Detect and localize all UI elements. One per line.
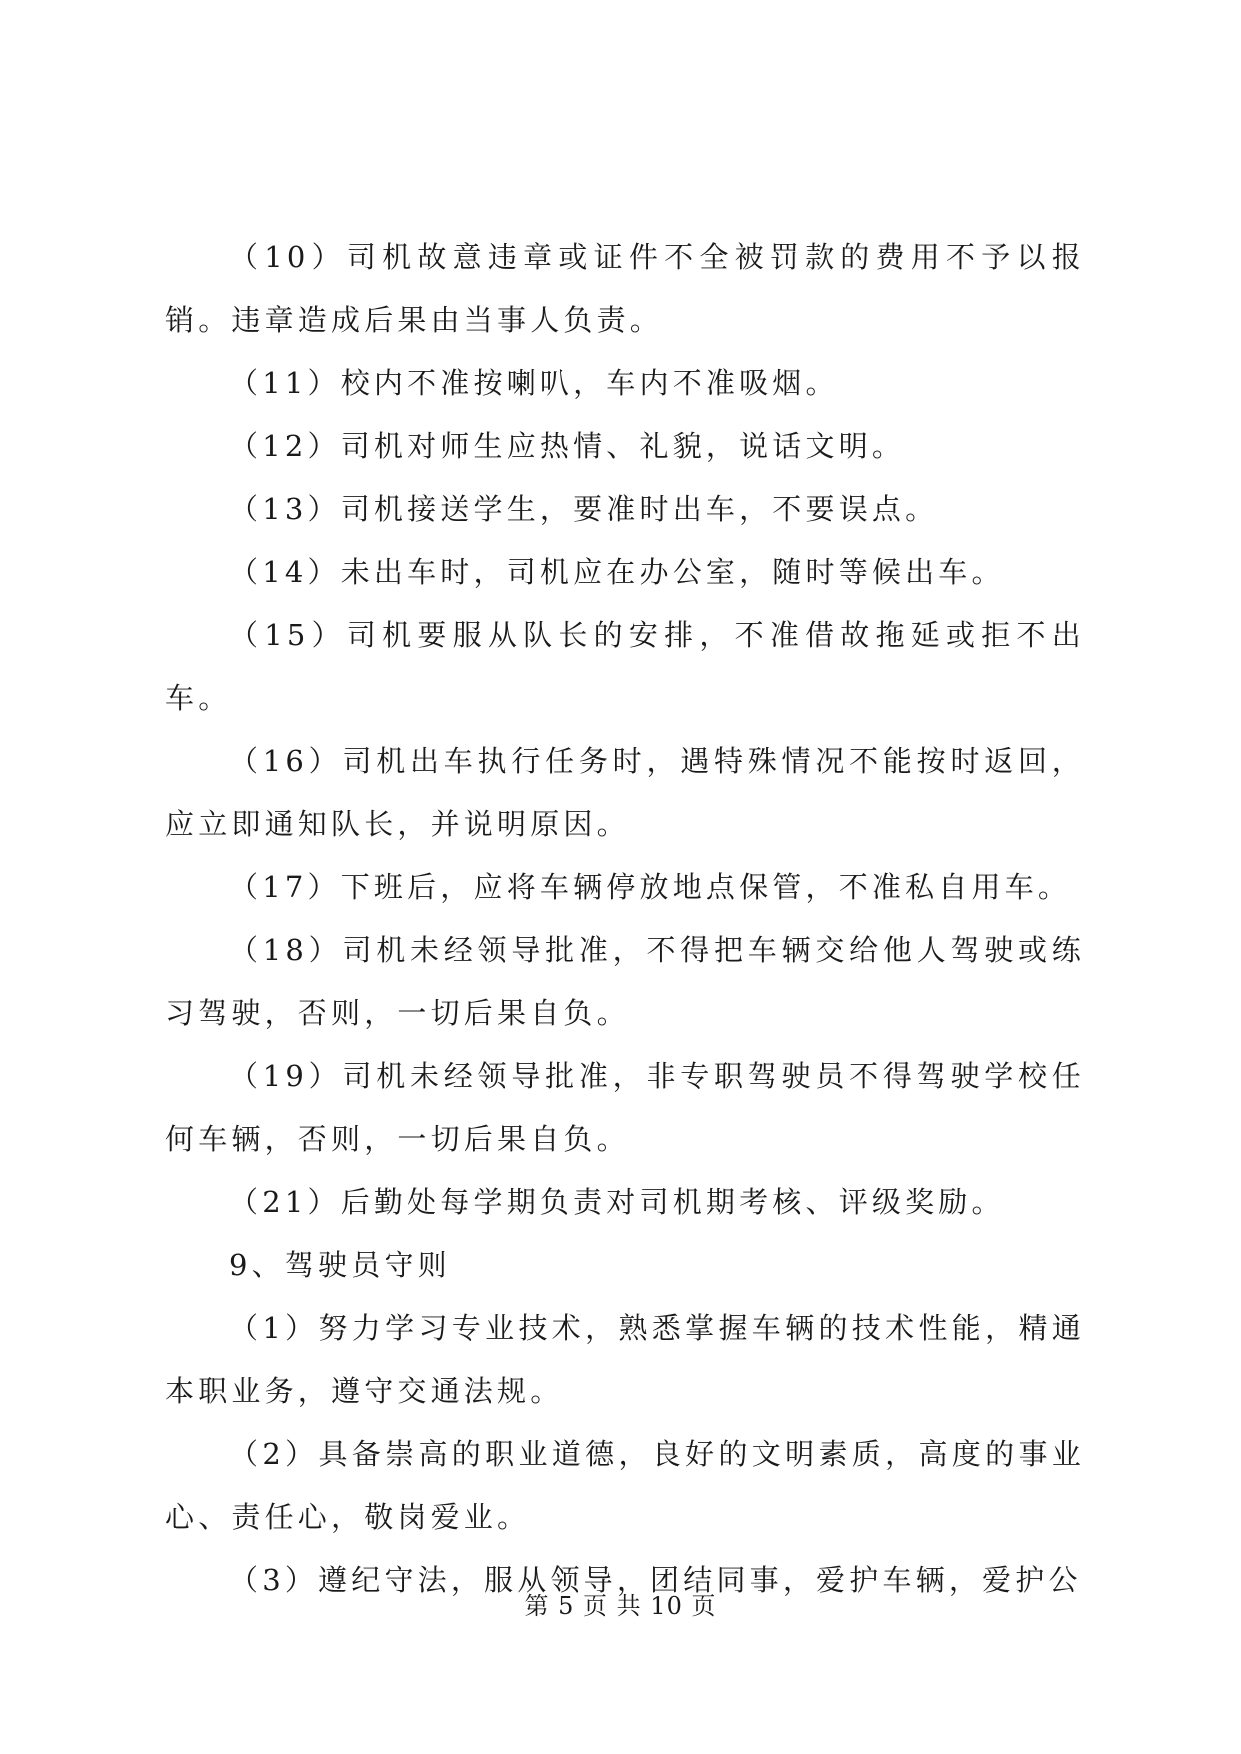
- paragraph-rule-10: （10）司机故意违章或证件不全被罚款的费用不予以报销。违章造成后果由当事人负责。: [165, 240, 1085, 337]
- paragraph-rule-14: （14）未出车时，司机应在办公室，随时等候出车。: [229, 555, 1005, 589]
- paragraph-rule-12: （12）司机对师生应热情、礼貌，说话文明。: [229, 429, 906, 463]
- paragraph-rule-19: （19）司机未经领导批准，非专职驾驶员不得驾驶学校任何车辆，否则，一切后果自负。: [165, 1059, 1085, 1156]
- document-body: [165, 226, 1085, 1612]
- paragraph-rule-11: （11）校内不准按喇叭，车内不准吸烟。: [229, 366, 839, 400]
- paragraph-rule-16: （16）司机出车执行任务时，遇特殊情况不能按时返回，应立即通知队长，并说明原因。: [165, 744, 1085, 841]
- paragraph-rule-15: （15）司机要服从队长的安排，不准借故拖延或拒不出车。: [165, 618, 1085, 715]
- paragraph-driver-rule-2: （2）具备崇高的职业道德，良好的文明素质，高度的事业心、责任心，敬岗爱业。: [165, 1437, 1085, 1534]
- paragraph-driver-rule-1: （1）努力学习专业技术，熟悉掌握车辆的技术性能，精通本职业务，遵守交通法规。: [165, 1311, 1085, 1408]
- paragraph-rule-18: （18）司机未经领导批准，不得把车辆交给他人驾驶或练习驾驶，否则，一切后果自负。: [165, 933, 1085, 1030]
- paragraph-rule-13: （13）司机接送学生，要准时出车，不要误点。: [229, 492, 939, 526]
- paragraph-rule-21: （21）后勤处每学期负责对司机期考核、评级奖励。: [229, 1185, 1005, 1219]
- page-number-footer: 第 5 页 共 10 页: [524, 1592, 717, 1620]
- paragraph-driver-rule-3: （3）遵纪守法，服从领导，团结同事，爱护车辆，爱护公: [229, 1563, 1082, 1597]
- paragraph-rule-17: （17）下班后，应将车辆停放地点保管，不准私自用车。: [229, 870, 1072, 904]
- section-heading-driver-rules: 9、驾驶员守则: [229, 1248, 451, 1282]
